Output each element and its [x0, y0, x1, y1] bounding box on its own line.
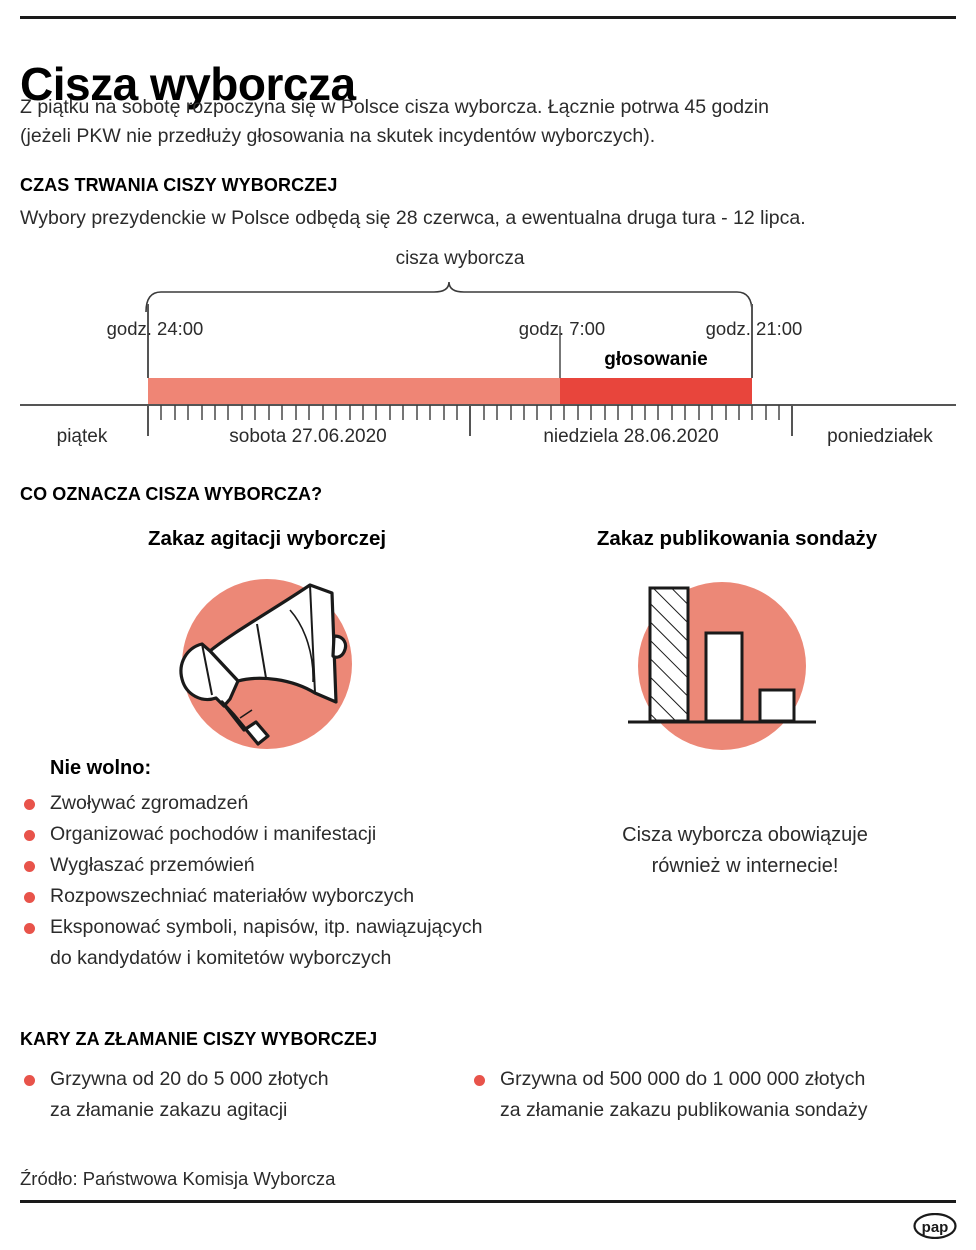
bar-chart-icon-bar-3	[760, 690, 794, 721]
pap-logo	[913, 1213, 957, 1239]
internet-note	[555, 820, 935, 882]
list-item	[20, 850, 580, 881]
list-item	[20, 1064, 450, 1126]
timeline-svg	[0, 248, 976, 448]
timeline-day-friday: piątek	[56, 426, 108, 447]
internet-note-line-2: również w internecie!	[651, 855, 839, 877]
list-item-label: Organizować pochodów i manifestacji	[50, 823, 377, 845]
section-heading-meaning: CO OZNACZA CISZA WYBORCZA?	[20, 484, 323, 504]
section-subtitle-duration: Wybory prezydenckie w Polsce odbędą się 28 czerwca, a ewentualna druga tura - 12 lipca.	[20, 207, 806, 229]
timeline-day-saturday: sobota 27.06.2020	[229, 426, 387, 447]
list-heading-nie-wolno: Nie wolno:	[50, 757, 152, 779]
list-item	[470, 1064, 970, 1126]
timeline-chart	[0, 248, 976, 448]
bottom-divider	[20, 1200, 956, 1203]
top-divider	[20, 16, 956, 19]
list-item	[20, 881, 580, 912]
list-item-label: Eksponować symboli, napisów, itp. nawiązujących	[50, 916, 483, 938]
silence-brace	[146, 282, 752, 312]
list-item-label-continued: za złamanie zakazu agitacji	[50, 1099, 288, 1121]
bar-chart-icon	[624, 578, 820, 754]
list-item	[20, 788, 580, 819]
prohibition-list	[20, 788, 580, 974]
timeline-label-vote-start: godz. 7:00	[518, 318, 606, 339]
panel-title-polls: Zakaz publikowania sondaży	[596, 527, 878, 550]
source-note: Źródło: Państwowa Komisja Wyborcza	[20, 1168, 336, 1189]
bar-chart-icon-bar-1-hatch	[650, 588, 688, 721]
bullet-dot-icon	[24, 830, 35, 841]
penalties-list-left	[20, 1064, 450, 1126]
timeline-voting-label: głosowanie	[604, 349, 708, 370]
list-item-label-continued: do kandydatów i komitetów wyborczych	[50, 947, 392, 969]
list-item-label: Zwoływać zgromadzeń	[50, 792, 249, 814]
list-item-label: Wygłaszać przemówień	[50, 854, 255, 876]
bullet-dot-icon	[24, 799, 35, 810]
bar-voting	[560, 378, 752, 405]
list-item-label: Grzywna od 500 000 do 1 000 000 złotych	[500, 1068, 866, 1090]
list-item	[20, 819, 580, 850]
internet-note-line-1: Cisza wyborcza obowiązuje	[622, 824, 868, 846]
penalties-list-right	[470, 1064, 970, 1126]
timeline-brace-label: cisza wyborcza	[395, 248, 525, 269]
bullet-dot-icon	[24, 892, 35, 903]
pap-logo-text: pap	[921, 1219, 949, 1236]
panel-title-agitation: Zakaz agitacji wyborczej	[147, 527, 387, 550]
bullet-dot-icon	[24, 923, 35, 934]
page-title: Cisza wyborcza	[20, 57, 356, 110]
list-item-label-continued: za złamanie zakazu publikowania sondaży	[500, 1099, 868, 1121]
lede-line-2: (jeżeli PKW nie przedłuży głosowania na skutek incydentów wyborczych).	[20, 125, 656, 147]
list-item-label: Grzywna od 20 do 5 000 złotych	[50, 1068, 329, 1090]
list-item	[20, 912, 580, 974]
timeline-day-sunday: niedziela 28.06.2020	[543, 426, 719, 447]
bullet-dot-icon	[24, 861, 35, 872]
timeline-day-monday: poniedziałek	[827, 426, 933, 447]
megaphone-icon	[172, 578, 362, 753]
bullet-dot-icon	[474, 1075, 485, 1086]
list-item-label: Rozpowszechniać materiałów wyborczych	[50, 885, 415, 907]
section-heading-duration: CZAS TRWANIA CISZY WYBORCZEJ	[20, 175, 338, 195]
timeline-label-vote-end: godz. 21:00	[705, 318, 803, 339]
lede-line-1: Z piątku na sobotę rozpoczyna się w Polsce cisza wyborcza. Łącznie potrwa 45 godzin	[20, 96, 769, 118]
timeline-label-start: godz. 24:00	[106, 318, 204, 339]
bar-silence	[148, 378, 560, 405]
bullet-dot-icon	[24, 1075, 35, 1086]
section-heading-penalties: KARY ZA ZŁAMANIE CISZY WYBORCZEJ	[20, 1029, 378, 1049]
bar-chart-icon-bar-2	[706, 633, 742, 721]
lede-paragraph	[20, 93, 940, 151]
